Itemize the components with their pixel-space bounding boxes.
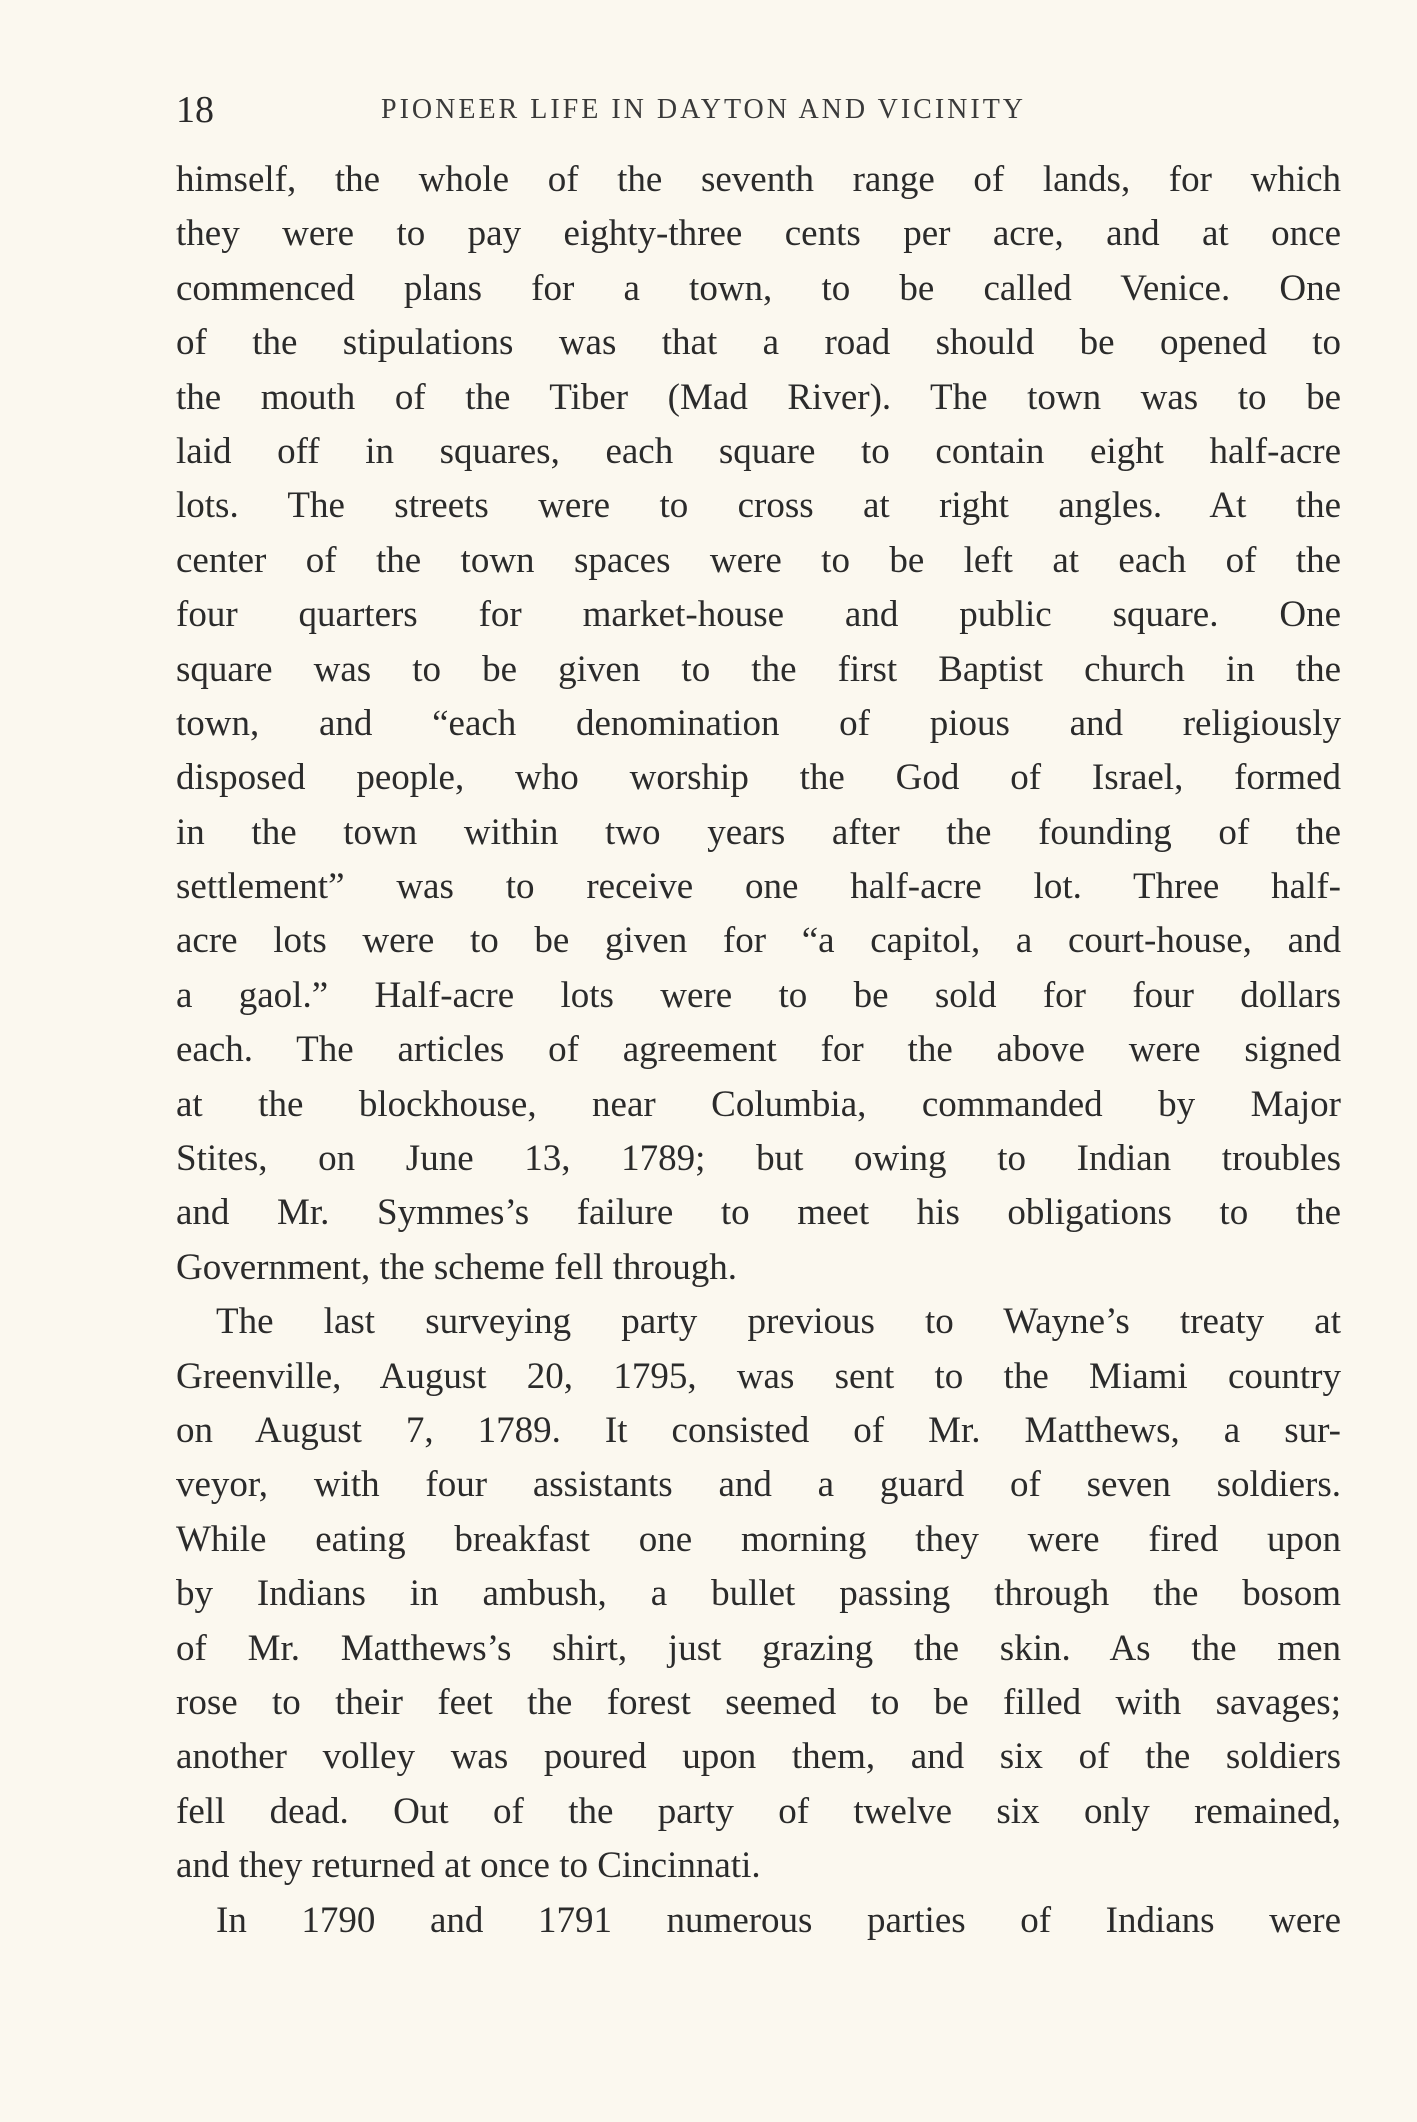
text-line: rose to their feet the forest seemed to be filled with savages;	[176, 1681, 1341, 1723]
text-line: each. The articles of agreement for the above were signed	[176, 1029, 1341, 1071]
page-number: 18	[176, 89, 214, 131]
text-line: of the stipulations was that a road should be opened to	[176, 322, 1341, 364]
text-line: laid off in squares, each square to contain eight half-acre	[176, 430, 1341, 472]
text-line: at the blockhouse, near Columbia, commanded by Major	[176, 1083, 1341, 1125]
text-line: by Indians in ambush, a bullet passing through the bosom	[176, 1573, 1341, 1615]
text-line: The last surveying party previous to Wayne’s treaty at	[216, 1301, 1341, 1343]
text-line: a gaol.” Half-acre lots were to be sold for four dollars	[176, 974, 1341, 1016]
text-line: of Mr. Matthews’s shirt, just grazing the skin. As the men	[176, 1627, 1341, 1669]
text-line: another volley was poured upon them, and six of the soldiers	[176, 1736, 1341, 1778]
text-line: commenced plans for a town, to be called Venice. One	[176, 267, 1341, 309]
text-line: fell dead. Out of the party of twelve six only remained,	[176, 1790, 1341, 1832]
text-line: In 1790 and 1791 numerous parties of Indians were	[216, 1899, 1341, 1941]
text-line: center of the town spaces were to be left at each of the	[176, 539, 1341, 581]
text-line: Stites, on June 13, 1789; but owing to Indian troubles	[176, 1138, 1341, 1180]
text-line: they were to pay eighty-three cents per acre, and at once	[176, 213, 1341, 255]
text-line: lots. The streets were to cross at right angles. At the	[176, 485, 1341, 527]
text-line: the mouth of the Tiber (Mad River). The town was to be	[176, 376, 1341, 418]
running-head: PIONEER LIFE IN DAYTON AND VICINITY	[381, 94, 1027, 125]
page-header	[176, 88, 1341, 138]
text-line: disposed people, who worship the God of Israel, formed	[176, 757, 1341, 799]
text-line: settlement” was to receive one half-acre lot. Three half-	[176, 866, 1341, 908]
text-line: veyor, with four assistants and a guard of seven soldiers.	[176, 1464, 1341, 1506]
text-line: Greenville, August 20, 1795, was sent to the Miami country	[176, 1355, 1341, 1397]
text-line: himself, the whole of the seventh range of lands, for which	[176, 159, 1341, 200]
text-line: square was to be given to the first Baptist church in the	[176, 648, 1341, 690]
text-line: on August 7, 1789. It consisted of Mr. Matthews, a sur-	[176, 1409, 1341, 1451]
text-line: four quarters for market-house and public square. One	[176, 594, 1341, 636]
text-line: acre lots were to be given for “a capitol, a court-house, and	[176, 920, 1341, 962]
text-line: and they returned at once to Cincinnati.	[176, 1845, 761, 1887]
text-line: in the town within two years after the founding of the	[176, 811, 1341, 853]
text-line: and Mr. Symmes’s failure to meet his obligations to the	[176, 1192, 1341, 1234]
text-line: While eating breakfast one morning they were fired upon	[176, 1518, 1341, 1560]
text-line: Government, the scheme fell through.	[176, 1246, 737, 1288]
body-text	[176, 153, 1341, 1948]
text-line: town, and “each denomination of pious and religiously	[176, 702, 1341, 744]
